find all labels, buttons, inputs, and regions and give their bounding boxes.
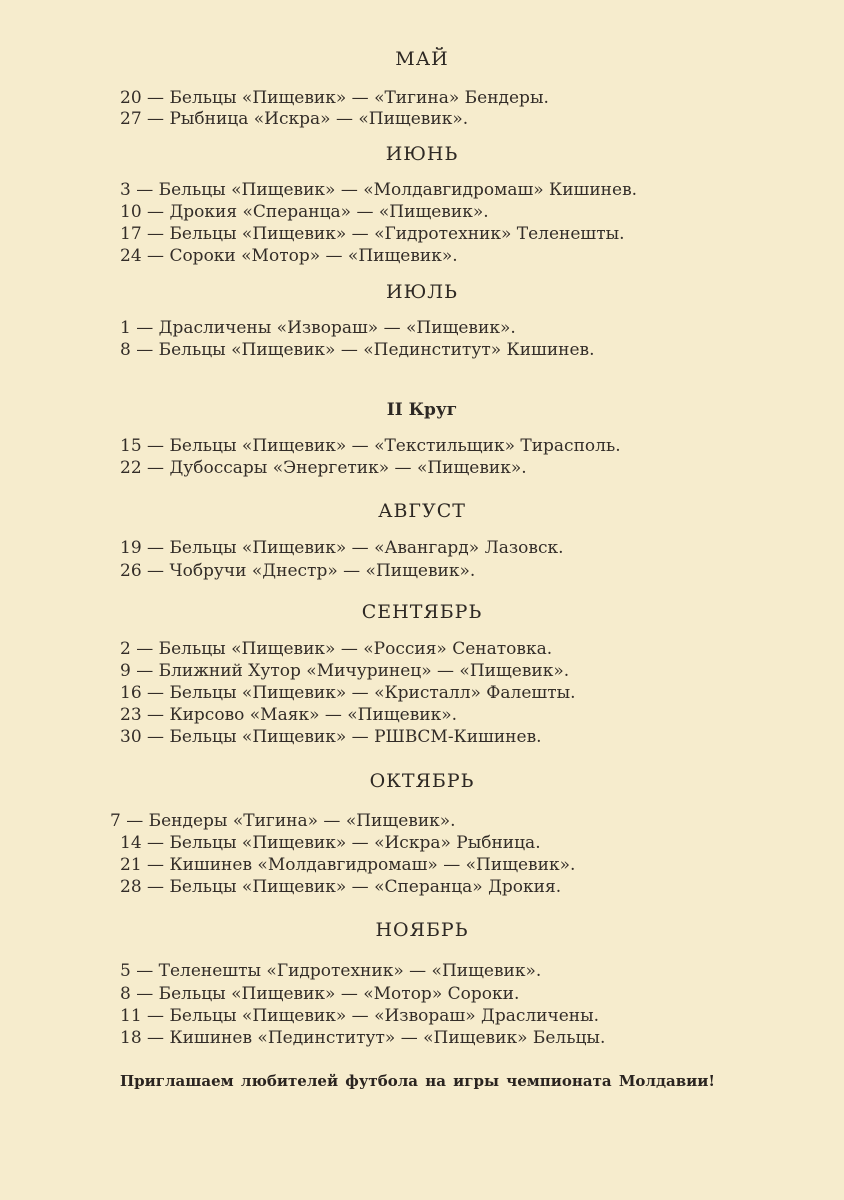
- match-line: 30 — Бельцы «Пищевик» — РШВСМ-Кишинев.: [120, 727, 542, 747]
- match-line: 18 — Кишинев «Пединститут» — «Пищевик» Бельцы.: [120, 1028, 606, 1048]
- match-line: 24 — Сороки «Мотор» — «Пищевик».: [120, 246, 458, 266]
- month-heading-august: АВГУСТ: [378, 500, 466, 522]
- match-line: 20 — Бельцы «Пищевик» — «Тигина» Бендеры.: [120, 88, 549, 108]
- match-line: 15 — Бельцы «Пищевик» — «Текстильщик» Тирасполь.: [120, 436, 621, 456]
- match-line: 3 — Бельцы «Пищевик» — «Молдавгидромаш» Кишинев.: [120, 180, 638, 200]
- match-line: 27 — Рыбница «Искра» — «Пищевик».: [120, 109, 469, 129]
- match-line: 2 — Бельцы «Пищевик» — «Россия» Сенатовка.: [120, 639, 553, 659]
- match-line: 5 — Теленешты «Гидротехник» — «Пищевик».: [120, 961, 542, 981]
- match-line: 8 — Бельцы «Пищевик» — «Пединститут» Кишинев.: [120, 340, 595, 360]
- match-line: 26 — Чобручи «Днестр» — «Пищевик».: [120, 561, 476, 581]
- month-heading-june: ИЮНЬ: [385, 143, 459, 165]
- match-line: 10 — Дрокия «Сперанца» — «Пищевик».: [120, 202, 489, 222]
- match-line: 22 — Дубоссары «Энергетик» — «Пищевик».: [120, 458, 527, 478]
- match-line: 16 — Бельцы «Пищевик» — «Кристалл» Фалешты.: [120, 683, 576, 703]
- month-heading-september: СЕНТЯБРЬ: [361, 601, 483, 623]
- month-heading-november: НОЯБРЬ: [375, 919, 469, 941]
- round-heading: II Круг: [386, 400, 458, 420]
- match-line: 1 — Драсличены «Извораш» — «Пищевик».: [120, 318, 516, 338]
- month-heading-may: МАЙ: [395, 48, 449, 70]
- match-line: 11 — Бельцы «Пищевик» — «Извораш» Драсличены.: [120, 1006, 600, 1026]
- month-heading-july: ИЮЛЬ: [386, 281, 458, 303]
- match-line: 14 — Бельцы «Пищевик» — «Искра» Рыбница.: [120, 833, 541, 853]
- match-line: 19 — Бельцы «Пищевик» — «Авангард» Лазовск.: [120, 538, 564, 558]
- match-line: 23 — Кирсово «Маяк» — «Пищевик».: [120, 705, 458, 725]
- month-heading-october: ОКТЯБРЬ: [369, 770, 475, 792]
- match-line: 21 — Кишинев «Молдавгидромаш» — «Пищевик».: [120, 855, 576, 875]
- match-line: 8 — Бельцы «Пищевик» — «Мотор» Сороки.: [120, 984, 520, 1004]
- match-line: 9 — Ближний Хутор «Мичуринец» — «Пищевик».: [120, 661, 570, 681]
- match-line: 7 — Бендеры «Тигина» — «Пищевик».: [110, 811, 456, 831]
- match-line: 28 — Бельцы «Пищевик» — «Сперанца» Дрокия.: [120, 877, 562, 897]
- invitation-footer: Приглашаем любителей футбола на игры чемпионата Молдавии!: [120, 1072, 715, 1090]
- match-line: 17 — Бельцы «Пищевик» — «Гидротехник» Теленешты.: [120, 224, 625, 244]
